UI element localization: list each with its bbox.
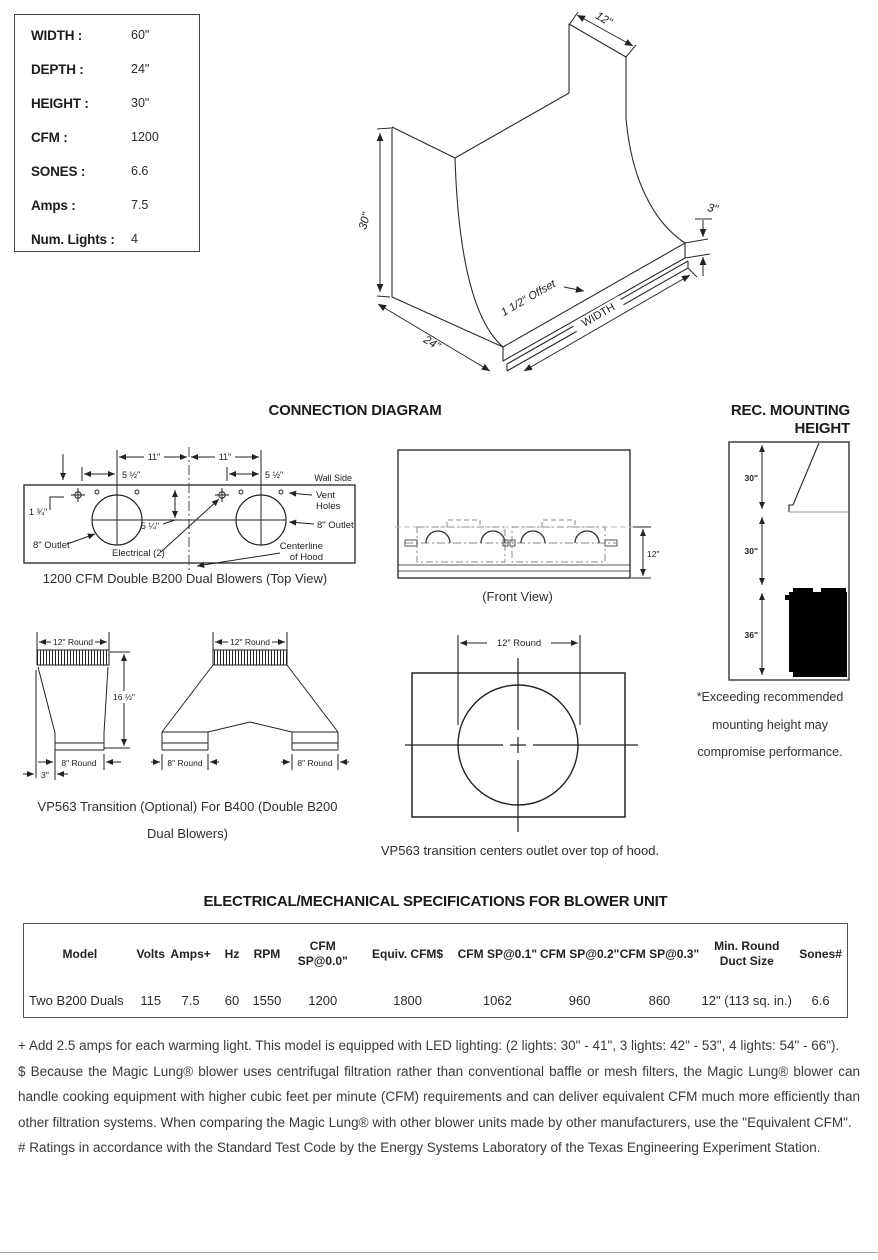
front-view-diagram (395, 445, 665, 590)
spec-row-depth (31, 62, 199, 96)
spec-value: 6.6 (131, 164, 149, 178)
range-silhouette (785, 588, 847, 677)
connection-diagram-title: CONNECTION DIAGRAM (268, 402, 442, 419)
mounting-note (684, 684, 856, 767)
cell-amps: 7.5 (181, 993, 200, 1008)
dim-5-5-right: 5 ½" (265, 470, 284, 480)
mounting-title-line1: REC. MOUNTING (730, 402, 850, 419)
col-cfm-sp02: CFM SP@0.2" (539, 946, 620, 961)
spec-summary-box (14, 14, 200, 252)
vent-holes-label-2: Holes (316, 501, 341, 512)
spec-label: DEPTH : (31, 62, 84, 77)
spec-row-width (31, 28, 199, 62)
cell-equiv-cfm: 1800 (393, 993, 423, 1008)
col-cfm-sp03: CFM SP@0.3" (619, 946, 700, 961)
col-amps: Amps+ (170, 946, 211, 961)
col-sones: Sones# (799, 946, 842, 961)
vp563-single-transition-diagram (18, 628, 168, 788)
mounting-height-diagram (727, 440, 855, 684)
spec-row-amps (31, 198, 199, 232)
iso-height-label: 30" (357, 211, 374, 231)
vp-left-dim-side: 3" (41, 770, 49, 780)
iso-lip-label: 3" (706, 202, 719, 217)
spec-row-cfm (31, 130, 199, 164)
mount-dim-top: 30" (744, 473, 758, 483)
centerline-label-2: of Hood (289, 552, 323, 563)
dim-5-25: 5 ¼" (140, 521, 160, 531)
spec-label: WIDTH : (31, 28, 83, 43)
cell-sones: 6.6 (811, 993, 830, 1008)
spec-value: 7.5 (131, 198, 149, 212)
dim-11-left: 11" (147, 452, 161, 462)
vp563-caption-line1: VP563 Transition (Optional) For B400 (Double B200 (37, 799, 338, 814)
iso-offset-label: 1 1/2" Offset (499, 278, 558, 319)
spec-value: 1200 (131, 130, 159, 144)
top-view-labels (29, 451, 354, 563)
front-view-dim-12: 12" (647, 549, 660, 559)
iso-dimension-lines (377, 9, 712, 371)
vp-left-dim-out: 8" Round (61, 758, 97, 768)
mount-dim-bot: 36" (744, 630, 758, 640)
mounting-note-line1: *Exceeding recommended (696, 690, 844, 704)
col-duct-size: Min. Round Duct Size (714, 939, 780, 968)
vp563-caption-line2: Dual Blowers) (147, 826, 228, 841)
col-volts: Volts (136, 946, 165, 961)
spec-label: Num. Lights : (31, 232, 115, 247)
front-view-caption: (Front View) (482, 589, 553, 604)
centerline-label-1: Centerline (279, 541, 323, 552)
spec-row-height (31, 96, 199, 130)
vp-left-dim-height: 16 ½" (113, 692, 135, 702)
top-view-diagram (20, 440, 365, 592)
spec-label: HEIGHT : (31, 96, 89, 111)
footnote-amps: + Add 2.5 amps for each warming light. This model is equipped with LED lighting: (2 lights: 30" - 41", 3 lights: 42" - 53", 4 lights: 54" - 66"). (18, 1038, 840, 1053)
iso-depth-label: 24" (421, 333, 442, 353)
mounting-note-line3: compromise performance. (697, 745, 843, 759)
mounting-height-title (700, 402, 850, 438)
cell-volts: 115 (140, 993, 162, 1008)
vp-right-dim-top: 12" Round (230, 637, 270, 647)
hood-outline (392, 24, 688, 371)
outlet-linework (405, 635, 638, 832)
dim-5-5-left: 5 ½" (122, 470, 141, 480)
iso-width-label: WIDTH (579, 301, 618, 330)
electrical-label: Electrical (2) (112, 548, 165, 559)
footnote-equiv-cfm: $ Because the Magic Lung® blower uses centrifugal filtration rather than conventional baffle or mesh filters, the Magic Lung® blower can handle cooking equipment with higher cubic feet per minute (CFM) requirements and can deliver equivalent CFM much more efficiently than other filtration systems. When comparing the Magic Lung® with other blower units made by other manufacturers, use the "Equivalent CFM". (18, 1063, 860, 1130)
vp563-dual-transition-diagram (150, 628, 360, 788)
vp-right-dim-out-left: 8" Round (167, 758, 203, 768)
dim-1-75: 1 ¾" (29, 507, 48, 517)
spec-row-lights (31, 232, 199, 266)
isometric-hood-drawing (340, 0, 878, 392)
cell-model: Two B200 Duals (29, 993, 124, 1008)
vp-right-linework (151, 632, 349, 770)
iso-duct-label: 12" (593, 9, 614, 29)
spec-label: CFM : (31, 130, 68, 145)
footnote-ratings: # Ratings in accordance with the Standard Test Code by the Energy Systems Laboratory of the Texas Engineering Experiment Station. (18, 1140, 821, 1155)
iso-dimension-labels (357, 10, 720, 353)
col-rpm: RPM (253, 946, 281, 961)
col-cfm-sp00: CFM SP@0.0" (297, 939, 348, 968)
col-hz: Hz (224, 946, 240, 961)
spec-value: 60" (131, 28, 150, 42)
col-cfm-sp01: CFM SP@0.1" (457, 946, 538, 961)
table-data-row (24, 984, 847, 1017)
spec-label: SONES : (31, 164, 86, 179)
outlet-right-label: 8" Outlet (317, 520, 354, 531)
cell-duct-size: 12" (113 sq. in.) (701, 993, 792, 1008)
outlet-caption: VP563 transition centers outlet over top of hood. (380, 843, 660, 858)
vp563-caption (15, 793, 360, 847)
cell-cfm-sp01: 1062 (482, 993, 512, 1008)
cell-cfm-sp02: 960 (568, 993, 591, 1008)
top-view-caption: 1200 CFM Double B200 Dual Blowers (Top View) (42, 571, 328, 586)
spec-label: Amps : (31, 198, 76, 213)
outlet-left-label: 8" Outlet (33, 540, 70, 551)
outlet-dim-top: 12” Round (496, 638, 542, 649)
spec-value: 24" (131, 62, 150, 76)
mounting-dim-labels (745, 473, 759, 640)
col-equiv-cfm: Equiv. CFM$ (371, 946, 444, 961)
table-header-row (24, 924, 847, 984)
mounting-title-line2: HEIGHT (794, 420, 850, 437)
mounting-note-line2: mounting height may (711, 717, 829, 732)
col-model: Model (62, 946, 98, 961)
spec-value: 4 (131, 232, 138, 246)
spec-value: 30" (131, 96, 150, 110)
cell-hz: 60 (224, 993, 240, 1008)
mount-dim-mid: 30" (744, 546, 758, 556)
spec-table-title: ELECTRICAL/MECHANICAL SPECIFICATIONS FOR BLOWER UNIT (203, 893, 668, 910)
vp-right-dim-out-right: 8" Round (297, 758, 333, 768)
cell-cfm-sp03: 860 (648, 993, 671, 1008)
wall-side-label: Wall Side (314, 473, 352, 483)
outlet-top-view-diagram (405, 630, 645, 835)
front-view-linework (395, 450, 651, 578)
vent-holes-label-1: Vent (316, 490, 336, 501)
cell-cfm-sp00: 1200 (308, 993, 338, 1008)
blower-spec-table (23, 923, 848, 1018)
cell-rpm: 1550 (252, 993, 282, 1008)
vp-left-dim-top: 12" Round (53, 637, 93, 647)
dim-11-right: 11" (218, 452, 232, 462)
bottom-divider (0, 1252, 878, 1253)
footnotes (18, 1033, 860, 1161)
spec-row-sones (31, 164, 199, 198)
